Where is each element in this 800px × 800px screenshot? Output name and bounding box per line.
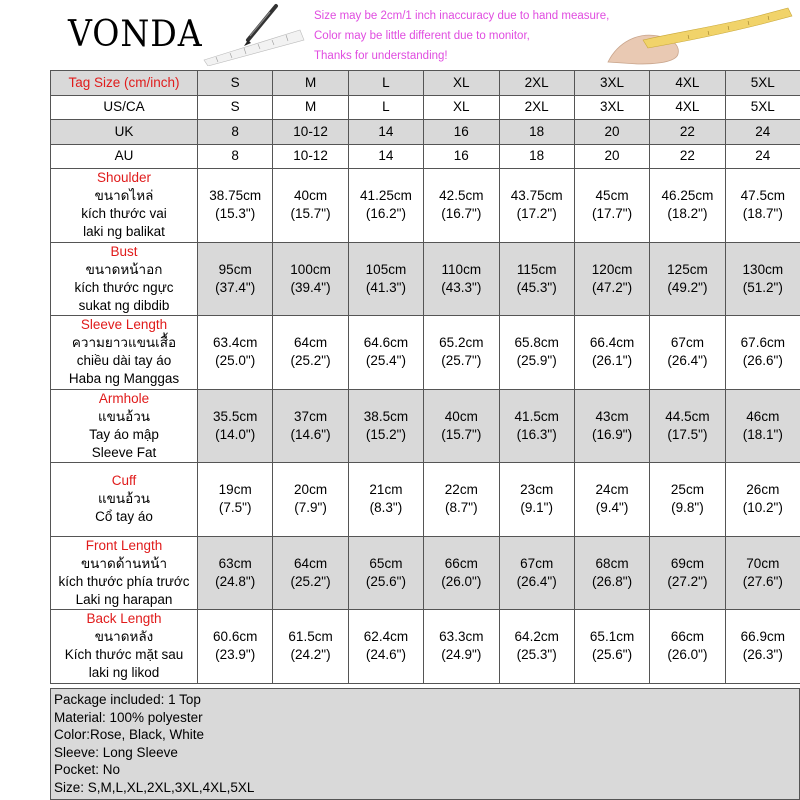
region-value-cell: 18 <box>499 120 574 145</box>
region-value-cell: 16 <box>424 120 499 145</box>
region-label: AU <box>51 144 198 169</box>
measurement-value-cell <box>499 610 574 684</box>
value-inch: (25.7") <box>441 353 482 369</box>
measurement-value-cell <box>650 463 725 537</box>
value-inch: (51.2") <box>742 279 783 295</box>
region-row <box>51 144 800 169</box>
measurement-value-cell <box>273 169 348 243</box>
value-inch: (45.3") <box>516 279 557 295</box>
value-cm: 67cm <box>520 555 554 571</box>
measurement-row <box>51 463 800 537</box>
measurement-value-cell <box>650 536 725 610</box>
measurement-value-cell <box>198 316 273 390</box>
measurement-name: Sleeve Length <box>80 317 168 333</box>
measurement-label-cell <box>51 316 198 390</box>
value-inch: (15.7") <box>441 426 482 442</box>
region-value-cell: 3XL <box>574 95 649 120</box>
value-cm: 46.25cm <box>661 188 714 204</box>
size-header-cell: 2XL <box>499 71 574 96</box>
value-cm: 45cm <box>595 188 629 204</box>
measurement-name: Bust <box>110 243 138 259</box>
value-inch: (26.0") <box>441 573 482 589</box>
measurement-value-cell <box>499 316 574 390</box>
value-inch: (24.9") <box>441 647 482 663</box>
value-cm: 115cm <box>516 261 557 277</box>
measurement-row <box>51 242 800 316</box>
disclaimer-line-2: Color may be little different due to monitor, <box>314 30 530 42</box>
measurement-value-cell <box>424 536 499 610</box>
measurement-label-cell <box>51 610 198 684</box>
region-label: UK <box>51 120 198 145</box>
measurement-value-cell <box>424 610 499 684</box>
measurement-value-cell <box>499 389 574 463</box>
value-inch: (17.2") <box>516 206 557 222</box>
value-cm: 40cm <box>294 188 328 204</box>
value-inch: (24.6") <box>365 647 406 663</box>
region-value-cell: 4XL <box>650 95 725 120</box>
size-header-row <box>51 71 800 96</box>
measurement-value-cell <box>499 536 574 610</box>
info-pocket: Pocket: No <box>54 762 121 778</box>
region-value-cell: 22 <box>650 120 725 145</box>
value-cm: 62.4cm <box>363 629 409 645</box>
value-cm: 65.8cm <box>514 335 559 351</box>
value-cm: 64.6cm <box>363 335 409 351</box>
value-inch: (27.2") <box>667 573 708 589</box>
measurement-name: Armhole <box>98 390 150 406</box>
value-inch: (7.5") <box>218 500 252 516</box>
region-value-cell: 20 <box>574 144 649 169</box>
value-inch: (15.3") <box>215 206 256 222</box>
measurement-value-cell <box>348 316 423 390</box>
value-inch: (16.7") <box>441 206 482 222</box>
value-cm: 130cm <box>742 261 784 277</box>
value-cm: 64cm <box>294 555 328 571</box>
value-inch: (26.8") <box>592 573 633 589</box>
region-value-cell: 18 <box>499 144 574 169</box>
value-inch: (26.3") <box>742 647 783 663</box>
value-inch: (9.4") <box>595 500 629 516</box>
measurement-value-cell <box>424 463 499 537</box>
value-cm: 110cm <box>441 261 482 277</box>
value-cm: 41.25cm <box>360 188 412 204</box>
brand-logo: VONDA <box>68 14 203 55</box>
region-value-cell: 24 <box>725 144 800 169</box>
measurement-translation: Haba ng Manggas <box>68 371 180 387</box>
measurement-translation: laki ng likod <box>88 665 160 681</box>
measurement-translation: laki ng balikat <box>83 224 165 240</box>
value-cm: 40cm <box>444 408 478 424</box>
region-value-cell: 8 <box>198 144 273 169</box>
value-cm: 64.2cm <box>514 629 559 645</box>
region-label: US/CA <box>51 95 198 120</box>
region-value-cell: M <box>273 95 348 120</box>
value-inch: (16.2") <box>365 206 406 222</box>
value-cm: 21cm <box>369 482 403 498</box>
value-cm: 67cm <box>670 335 704 351</box>
measurement-value-cell <box>273 242 348 316</box>
value-inch: (25.9") <box>516 353 557 369</box>
measurement-value-cell <box>725 316 800 390</box>
measurement-value-cell <box>725 536 800 610</box>
value-inch: (10.2") <box>742 500 783 516</box>
region-value-cell: 2XL <box>499 95 574 120</box>
info-sleeve: Sleeve: Long Sleeve <box>54 744 178 760</box>
region-value-cell: 16 <box>424 144 499 169</box>
measurement-row <box>51 610 800 684</box>
value-cm: 38.75cm <box>209 188 262 204</box>
value-inch: (25.0") <box>215 353 256 369</box>
measurement-value-cell <box>198 389 273 463</box>
value-inch: (9.1") <box>520 500 553 516</box>
value-cm: 19cm <box>218 482 252 498</box>
measurement-value-cell <box>650 389 725 463</box>
measurement-translation: Laki ng harapan <box>75 591 173 607</box>
value-inch: (27.6") <box>742 573 783 589</box>
value-inch: (26.0") <box>667 647 708 663</box>
info-material: Material: 100% polyester <box>54 709 203 725</box>
value-inch: (17.7") <box>592 206 633 222</box>
value-cm: 65cm <box>369 555 403 571</box>
measurement-translation: Tay áo mập <box>89 426 159 442</box>
measurement-value-cell <box>198 610 273 684</box>
measurement-translation: kích thước ngực <box>74 279 174 295</box>
measurement-value-cell <box>725 169 800 243</box>
size-header-cell: XL <box>424 71 499 96</box>
value-inch: (24.2") <box>290 647 331 663</box>
value-cm: 63.4cm <box>213 335 258 351</box>
region-value-cell: 22 <box>650 144 725 169</box>
measurement-value-cell <box>574 316 649 390</box>
measurement-translation: แขนอ้วน <box>97 491 151 507</box>
measurement-value-cell <box>348 610 423 684</box>
value-inch: (8.3") <box>369 500 403 516</box>
value-cm: 66cm <box>444 555 478 571</box>
measurement-name: Cuff <box>111 473 137 489</box>
value-cm: 64cm <box>294 335 328 351</box>
value-cm: 41.5cm <box>514 408 559 424</box>
measurement-value-cell <box>725 389 800 463</box>
region-value-cell: XL <box>424 95 499 120</box>
value-cm: 125cm <box>667 261 708 277</box>
value-inch: (39.4") <box>290 279 331 295</box>
measurement-value-cell <box>198 169 273 243</box>
measurement-value-cell <box>574 242 649 316</box>
value-cm: 105cm <box>365 261 407 277</box>
measurement-translation: Cổ tay áo <box>95 509 153 525</box>
measurement-value-cell <box>348 242 423 316</box>
measurement-translation: ขนาดหลัง <box>94 629 154 645</box>
measurement-label-cell <box>51 463 198 537</box>
measurement-value-cell <box>574 389 649 463</box>
region-row <box>51 120 800 145</box>
measurement-value-cell <box>273 610 348 684</box>
measurement-row <box>51 316 800 390</box>
value-cm: 23cm <box>520 482 554 498</box>
value-cm: 65.1cm <box>589 629 635 645</box>
value-inch: (7.9") <box>294 500 327 516</box>
size-chart-table <box>50 70 800 684</box>
tag-size-label: Tag Size (cm/inch) <box>51 71 198 96</box>
region-value-cell: 14 <box>348 120 423 145</box>
value-inch: (47.2") <box>592 279 633 295</box>
measurement-value-cell <box>650 169 725 243</box>
measurement-value-cell <box>198 536 273 610</box>
value-cm: 63cm <box>218 555 252 571</box>
region-value-cell: L <box>348 95 423 120</box>
value-cm: 60.6cm <box>213 629 258 645</box>
measurement-value-cell <box>348 463 423 537</box>
size-header-cell: 5XL <box>725 71 800 96</box>
measurement-value-cell <box>650 316 725 390</box>
measurement-translation: kích thước vai <box>81 206 167 222</box>
value-inch: (25.4") <box>365 353 406 369</box>
measurement-translation: Kích thước mặt sau <box>64 647 184 663</box>
info-package: Package included: 1 Top <box>54 692 201 707</box>
value-cm: 120cm <box>591 261 633 277</box>
size-disclaimer <box>314 6 609 66</box>
measurement-value-cell <box>650 610 725 684</box>
disclaimer-line-1: Size may be 2cm/1 inch inaccuracy due to hand measure, <box>314 10 610 22</box>
value-inch: (16.3") <box>516 426 557 442</box>
measurement-value-cell <box>424 242 499 316</box>
measurement-value-cell <box>725 463 800 537</box>
value-inch: (25.2") <box>290 573 331 589</box>
value-inch: (26.1") <box>592 353 633 369</box>
measurement-row <box>51 169 800 243</box>
measurement-value-cell <box>574 536 649 610</box>
measurement-value-cell <box>499 242 574 316</box>
measurement-value-cell <box>574 610 649 684</box>
measurement-value-cell <box>273 389 348 463</box>
measuring-pen-illustration <box>196 0 306 66</box>
value-inch: (25.3") <box>516 647 557 663</box>
value-inch: (17.5") <box>667 426 708 442</box>
value-cm: 25cm <box>670 482 704 498</box>
measurement-label-cell <box>51 242 198 316</box>
value-inch: (25.6") <box>592 647 633 663</box>
measurement-value-cell <box>198 463 273 537</box>
measurement-translation: chiều dài tay áo <box>76 353 172 369</box>
measurement-name: Front Length <box>85 537 163 553</box>
disclaimer-line-3: Thanks for understanding! <box>314 50 448 62</box>
value-cm: 100cm <box>290 261 331 277</box>
header-banner <box>0 0 800 70</box>
measurement-translation: kích thước phía trước <box>58 573 190 589</box>
value-cm: 44.5cm <box>665 408 710 424</box>
measurement-row <box>51 536 800 610</box>
measurement-label-cell <box>51 536 198 610</box>
size-header-cell: 4XL <box>650 71 725 96</box>
value-cm: 65.2cm <box>439 335 484 351</box>
measurement-value-cell <box>348 169 423 243</box>
measurement-name: Shoulder <box>96 170 152 186</box>
measurement-value-cell <box>273 536 348 610</box>
value-cm: 42.5cm <box>439 188 484 204</box>
region-value-cell: 24 <box>725 120 800 145</box>
value-inch: (15.7") <box>290 206 331 222</box>
region-value-cell: 8 <box>198 120 273 145</box>
value-cm: 43.75cm <box>510 188 563 204</box>
measurement-label-cell <box>51 169 198 243</box>
measurement-translation: ขนาดหน้าอก <box>85 261 163 277</box>
measurement-name: Back Length <box>86 611 162 627</box>
measurement-value-cell <box>650 242 725 316</box>
value-inch: (14.6") <box>290 426 331 442</box>
region-value-cell: 10-12 <box>273 144 348 169</box>
info-size: Size: S,M,L,XL,2XL,3XL,4XL,5XL <box>54 779 255 795</box>
tape-measure-hand-illustration <box>598 2 798 66</box>
value-inch: (15.2") <box>365 426 406 442</box>
value-inch: (25.6") <box>365 573 406 589</box>
region-value-cell: S <box>198 95 273 120</box>
value-inch: (16.9") <box>592 426 633 442</box>
measurement-translation: Sleeve Fat <box>91 444 157 460</box>
value-inch: (14.0") <box>215 426 256 442</box>
region-value-cell: 5XL <box>725 95 800 120</box>
measurement-value-cell <box>198 242 273 316</box>
tape-measure-graphic <box>643 8 792 48</box>
measurement-value-cell <box>574 169 649 243</box>
measurement-value-cell <box>499 463 574 537</box>
measurement-translation: ขนาดไหล่ <box>94 188 154 204</box>
value-cm: 70cm <box>746 555 780 571</box>
value-inch: (18.7") <box>742 206 783 222</box>
measurement-value-cell <box>424 389 499 463</box>
value-cm: 66cm <box>670 629 704 645</box>
region-value-cell: 14 <box>348 144 423 169</box>
measurement-row <box>51 389 800 463</box>
value-cm: 46cm <box>746 408 780 424</box>
measurement-translation: แขนอ้วน <box>97 408 151 424</box>
measurement-label-cell <box>51 389 198 463</box>
region-value-cell: 20 <box>574 120 649 145</box>
value-inch: (26.4") <box>516 573 557 589</box>
measurement-value-cell <box>725 242 800 316</box>
value-inch: (43.3") <box>441 279 482 295</box>
value-cm: 63.3cm <box>439 629 484 645</box>
value-cm: 24cm <box>595 482 629 498</box>
value-cm: 38.5cm <box>363 408 409 424</box>
product-info-box <box>50 688 800 800</box>
value-inch: (18.1") <box>742 426 783 442</box>
measurement-translation: ความยาวแขนเสื้อ <box>71 335 177 351</box>
region-value-cell: 10-12 <box>273 120 348 145</box>
measurement-value-cell <box>424 316 499 390</box>
value-inch: (37.4") <box>215 279 256 295</box>
size-header-cell: M <box>273 71 348 96</box>
measurement-translation: ขนาดด้านหน้า <box>80 555 168 571</box>
value-cm: 47.5cm <box>740 188 785 204</box>
value-cm: 22cm <box>444 482 478 498</box>
measurement-value-cell <box>273 463 348 537</box>
value-inch: (24.8") <box>215 573 256 589</box>
value-cm: 37cm <box>294 408 328 424</box>
value-cm: 69cm <box>670 555 704 571</box>
value-cm: 95cm <box>218 261 252 277</box>
value-inch: (41.3") <box>365 279 406 295</box>
value-inch: (25.2") <box>290 353 331 369</box>
value-inch: (23.9") <box>215 647 256 663</box>
value-inch: (26.4") <box>667 353 708 369</box>
value-cm: 61.5cm <box>288 629 333 645</box>
value-cm: 67.6cm <box>740 335 785 351</box>
size-header-cell: L <box>348 71 423 96</box>
value-cm: 20cm <box>294 482 328 498</box>
value-cm: 66.4cm <box>589 335 635 351</box>
value-cm: 66.9cm <box>740 629 785 645</box>
value-inch: (8.7") <box>445 500 478 516</box>
value-cm: 35.5cm <box>213 408 258 424</box>
value-cm: 68cm <box>595 555 629 571</box>
value-inch: (9.8") <box>671 500 704 516</box>
value-inch: (26.6") <box>742 353 783 369</box>
value-inch: (49.2") <box>667 279 708 295</box>
value-cm: 43cm <box>595 408 629 424</box>
size-header-cell: S <box>198 71 273 96</box>
measurement-value-cell <box>499 169 574 243</box>
measurement-value-cell <box>348 536 423 610</box>
measurement-value-cell <box>725 610 800 684</box>
value-cm: 26cm <box>746 482 780 498</box>
measurement-translation: sukat ng dibdib <box>78 297 170 313</box>
measurement-value-cell <box>348 389 423 463</box>
region-row <box>51 95 800 120</box>
info-color: Color:Rose, Black, White <box>54 727 205 743</box>
measurement-value-cell <box>424 169 499 243</box>
measurement-value-cell <box>574 463 649 537</box>
size-header-cell: 3XL <box>574 71 649 96</box>
value-inch: (18.2") <box>667 206 708 222</box>
measurement-value-cell <box>273 316 348 390</box>
